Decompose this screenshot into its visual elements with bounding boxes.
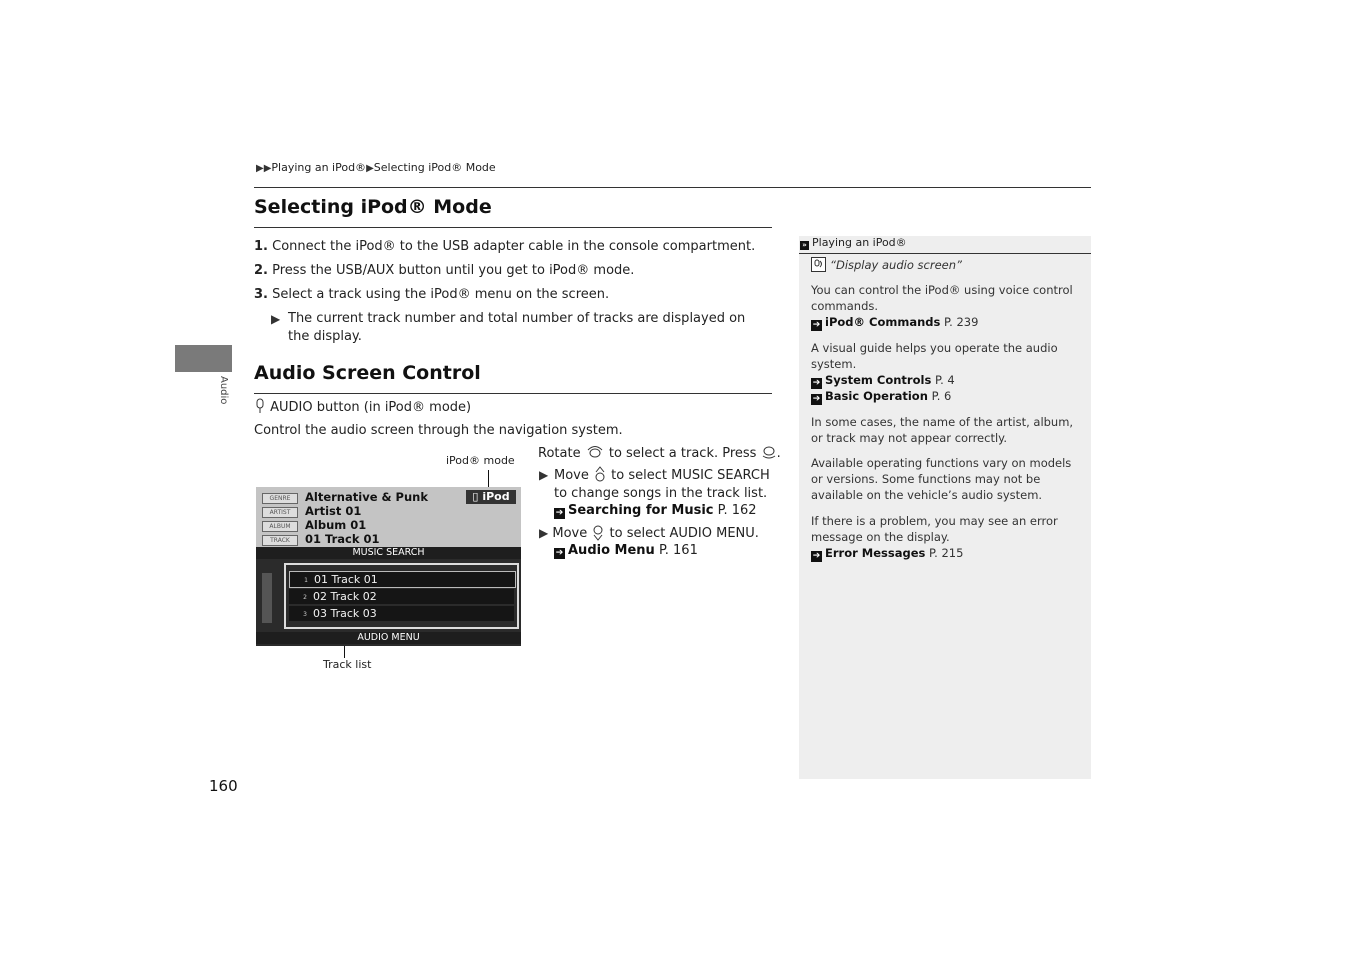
divider (254, 227, 772, 228)
divider (254, 187, 1091, 188)
arrow-icon: ▶ (366, 163, 374, 174)
audio-menu-bar: AUDIO MENU (256, 632, 521, 644)
xref[interactable]: ➔ Error Messages P. 215 (812, 546, 964, 561)
divider (254, 393, 772, 394)
rotate-instruction: Rotate to select a track. Press . (538, 446, 781, 461)
xref-arrow-icon: ➔ (555, 548, 564, 558)
breadcrumb-item[interactable]: Selecting iPod® Mode (373, 161, 496, 174)
move-instruction: ▶ Move to select AUDIO MENU. (539, 526, 759, 541)
xref[interactable]: ➔ System Controls P. 4 (812, 373, 955, 388)
ipod-badge: ▯ iPod (466, 490, 516, 504)
move-instruction: ▶ Move to select MUSIC SEARCH to change songs in the track list. (539, 468, 770, 501)
note-paragraph: Available operating functions vary on models or versions. Some functions may not be available on the vehicle’s audio system. (811, 456, 1072, 502)
track-item: 2 02 Track 02 (289, 589, 514, 604)
track-list (284, 563, 519, 629)
track-item: 1 01 Track 01 (289, 571, 516, 588)
xref-arrow-icon: ➔ (555, 508, 564, 518)
voice-command: “Display audio screen” (811, 257, 962, 273)
button-line: AUDIO button (in iPod® mode) (254, 398, 471, 417)
xref-arrow-icon: ➔ (812, 394, 821, 404)
xref-arrow-icon: ➔ (812, 551, 821, 561)
music-search-bar: MUSIC SEARCH (256, 547, 521, 559)
xref[interactable]: ➔ iPod® Commands P. 239 (812, 315, 979, 330)
note-paragraph: If there is a problem, you may see an error message on the display. (811, 514, 1058, 544)
breadcrumb (256, 161, 496, 174)
track-item: 3 03 Track 03 (289, 606, 514, 621)
info-row: ALBUM Album 01 (262, 518, 366, 531)
info-row: TRACK 01 Track 01 (262, 532, 380, 545)
press-knob-icon (761, 444, 777, 460)
audio-button-icon (254, 398, 266, 414)
xref-arrow-icon: ➔ (812, 378, 821, 388)
arrow-icon: ▶ (539, 526, 549, 540)
section-title: Selecting iPod® Mode (254, 196, 492, 218)
side-tab (175, 345, 232, 372)
note-paragraph: In some cases, the name of the artist, album, or track may not appear correctly. (811, 415, 1074, 445)
arrow-icon: ▶▶ (256, 163, 272, 174)
info-row: ARTIST Artist 01 (262, 504, 361, 517)
breadcrumb-item[interactable]: Playing an iPod® (271, 161, 367, 174)
side-tab-label: Audio (218, 376, 229, 405)
xref[interactable]: ➔ Audio Menu P. 161 (555, 543, 698, 558)
xref[interactable]: ➔ Basic Operation P. 6 (812, 389, 952, 404)
note-paragraph: A visual guide helps you operate the audio system. (811, 341, 1058, 371)
move-up-icon (593, 466, 607, 483)
step-item: 1. Connect the iPod® to the USB adapter cable in the console compartment. (254, 239, 756, 254)
note-paragraph: You can control the iPod® using voice control commands. (811, 283, 1073, 313)
xref[interactable]: ➔ Searching for Music P. 162 (555, 503, 757, 518)
xref-arrow-icon: ➔ (812, 320, 821, 330)
info-row: GENRE Alternative & Punk (262, 490, 428, 503)
rotate-knob-icon (585, 444, 605, 460)
arrow-icon: ▶ (271, 312, 281, 326)
arrow-icon: ▶ (539, 468, 549, 482)
step-note: ▶ The current track number and total number of tracks are displayed on the display. (271, 311, 746, 344)
page-number: 160 (209, 777, 238, 795)
scroll-indicator (262, 573, 272, 623)
callout-label: Track list (323, 658, 372, 671)
note-icon: » (800, 241, 809, 250)
step-item: 2. Press the USB/AUX button until you get to iPod® mode. (254, 263, 635, 278)
intro-text: Control the audio screen through the navigation system. (254, 423, 623, 438)
move-down-icon (591, 524, 605, 541)
step-item: 3. Select a track using the iPod® menu on the screen. (254, 287, 610, 302)
section-title: Audio Screen Control (254, 362, 481, 384)
audio-screen-image (256, 487, 521, 646)
voice-command-icon (811, 257, 826, 272)
callout-label: iPod® mode (446, 454, 515, 467)
notes-header: » Playing an iPod® (799, 236, 1091, 254)
info-area (256, 487, 521, 547)
